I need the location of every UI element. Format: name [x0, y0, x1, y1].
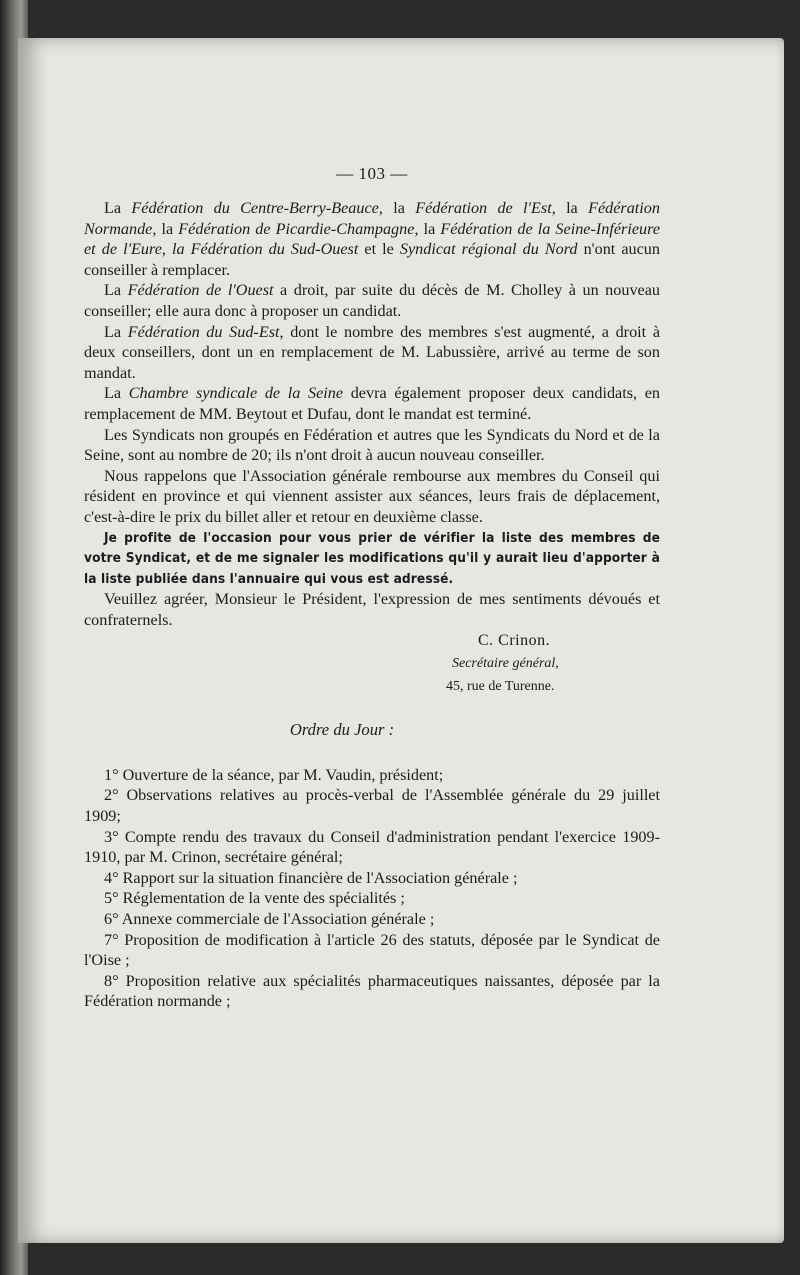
paragraph-federation-ouest	[84, 280, 660, 321]
agenda-item: 6° Annexe commerciale de l'Association générale ;	[104, 910, 435, 928]
agenda-item: 7° Proposition de modification à l'article 26 des statuts, déposée par le Syndicat de l'Oise ;	[84, 930, 660, 970]
federation-name: Fédération de l'Ouest	[127, 281, 274, 300]
signature-title: Secrétaire général,	[452, 656, 559, 672]
text-run: , dont le nombre des membres s'est augmenté, a droit à deux conseillers, dont un en remplacement de M. Labussière, arrivé au terme de son mandat.	[84, 322, 660, 382]
signature-block	[84, 631, 660, 697]
agenda-list	[84, 765, 660, 1012]
federation-name: Fédération Normande	[84, 199, 660, 238]
federation-name: Fédération du Centre-Berry-Beauce	[131, 199, 379, 217]
text-run: , la	[551, 199, 589, 217]
text-run: La	[104, 199, 132, 217]
paragraph-frais-deplacement: Nous rappelons que l'Association générale rembourse aux membres du Conseil qui résident en province et qui viennent assister aux séances, leurs frais de déplacement, c'est-à-dire le prix du billet aller et retour en deuxième classe.	[84, 466, 660, 526]
ordre-du-jour-heading: Ordre du Jour :	[289, 720, 395, 740]
text-run: ,	[161, 240, 173, 259]
text-run: devra également proposer deux candidats, en remplacement de MM. Beytout et Dufau, dont le mandat est terminé.	[84, 384, 660, 423]
agenda-item: 5° Réglementation de la vente des spécialités ;	[104, 889, 405, 908]
federation-name: la Fédération du Sud-Ouest	[172, 240, 359, 259]
text-run: La	[104, 322, 128, 341]
book-page	[18, 38, 784, 1243]
chambre-name: Chambre syndicale de la Seine	[128, 384, 344, 403]
paragraph-federations-no-replacement	[84, 198, 660, 280]
paragraph-syndicats-non-groupes: Les Syndicats non groupés en Fédération et autres que les Syndicats du Nord et de la Seine, sont au nombre de 20; ils n'ont droit à aucun nouveau conseiller.	[84, 425, 660, 465]
agenda-item: 2° Observations relatives au procès-verbal de l'Assemblée générale du 29 juillet 1909;	[84, 786, 660, 826]
agenda-item: 1° Ouverture de la séance, par M. Vaudin, président;	[104, 765, 444, 784]
agenda-item: 3° Compte rendu des travaux du Conseil d'administration pendant l'exercice 1909-1910, par M. Crinon, secrétaire général;	[84, 827, 660, 867]
text-run: , la	[378, 199, 416, 217]
text-run: et le	[358, 240, 400, 259]
text-run: a droit, par suite du décès de M. Cholley à un nouveau conseiller; elle aura donc à proposer un candidat.	[84, 281, 661, 320]
page-content	[84, 166, 660, 1012]
agenda-item: 4° Rapport sur la situation financière de l'Association générale ;	[104, 868, 518, 887]
federation-name: Fédération de l'Est	[415, 199, 552, 217]
text-run: La	[104, 281, 128, 300]
text-run: La	[104, 384, 129, 403]
text-run: , la	[152, 219, 179, 238]
paragraph-chambre-seine	[84, 383, 660, 424]
syndicat-name: Syndicat régional du Nord	[399, 240, 578, 259]
signature-name: C. Crinon.	[478, 632, 551, 650]
agenda-item: 8° Proposition relative aux spécialités pharmaceutiques naissantes, déposée par la Fédération normande ;	[84, 971, 660, 1011]
text-run: n'ont aucun conseiller à remplacer.	[84, 240, 660, 279]
signature-address: 45, rue de Turenne.	[446, 678, 555, 694]
federation-name: Fédération de la Seine-Inférieure et de l'Eure	[84, 219, 661, 259]
federation-name: Fédération de Picardie-Champagne	[178, 219, 415, 238]
page-number: — 103 —	[336, 164, 408, 183]
paragraph-closing: Veuillez agréer, Monsieur le Président, l'expression de mes sentiments dévoués et confraternels.	[84, 590, 660, 629]
federation-name: Fédération du Sud-Est	[127, 322, 280, 341]
paragraph-verification-request: Je profite de l'occasion pour vous prier de vérifier la liste des membres de votre Syndicat, et de me signaler les modifications qu'il y aurait lieu d'apporter à la liste publiée dans l'annuaire qui vous est adressé.	[84, 529, 660, 587]
text-run: , la	[414, 219, 441, 238]
paragraph-federation-sud-est	[84, 322, 660, 384]
